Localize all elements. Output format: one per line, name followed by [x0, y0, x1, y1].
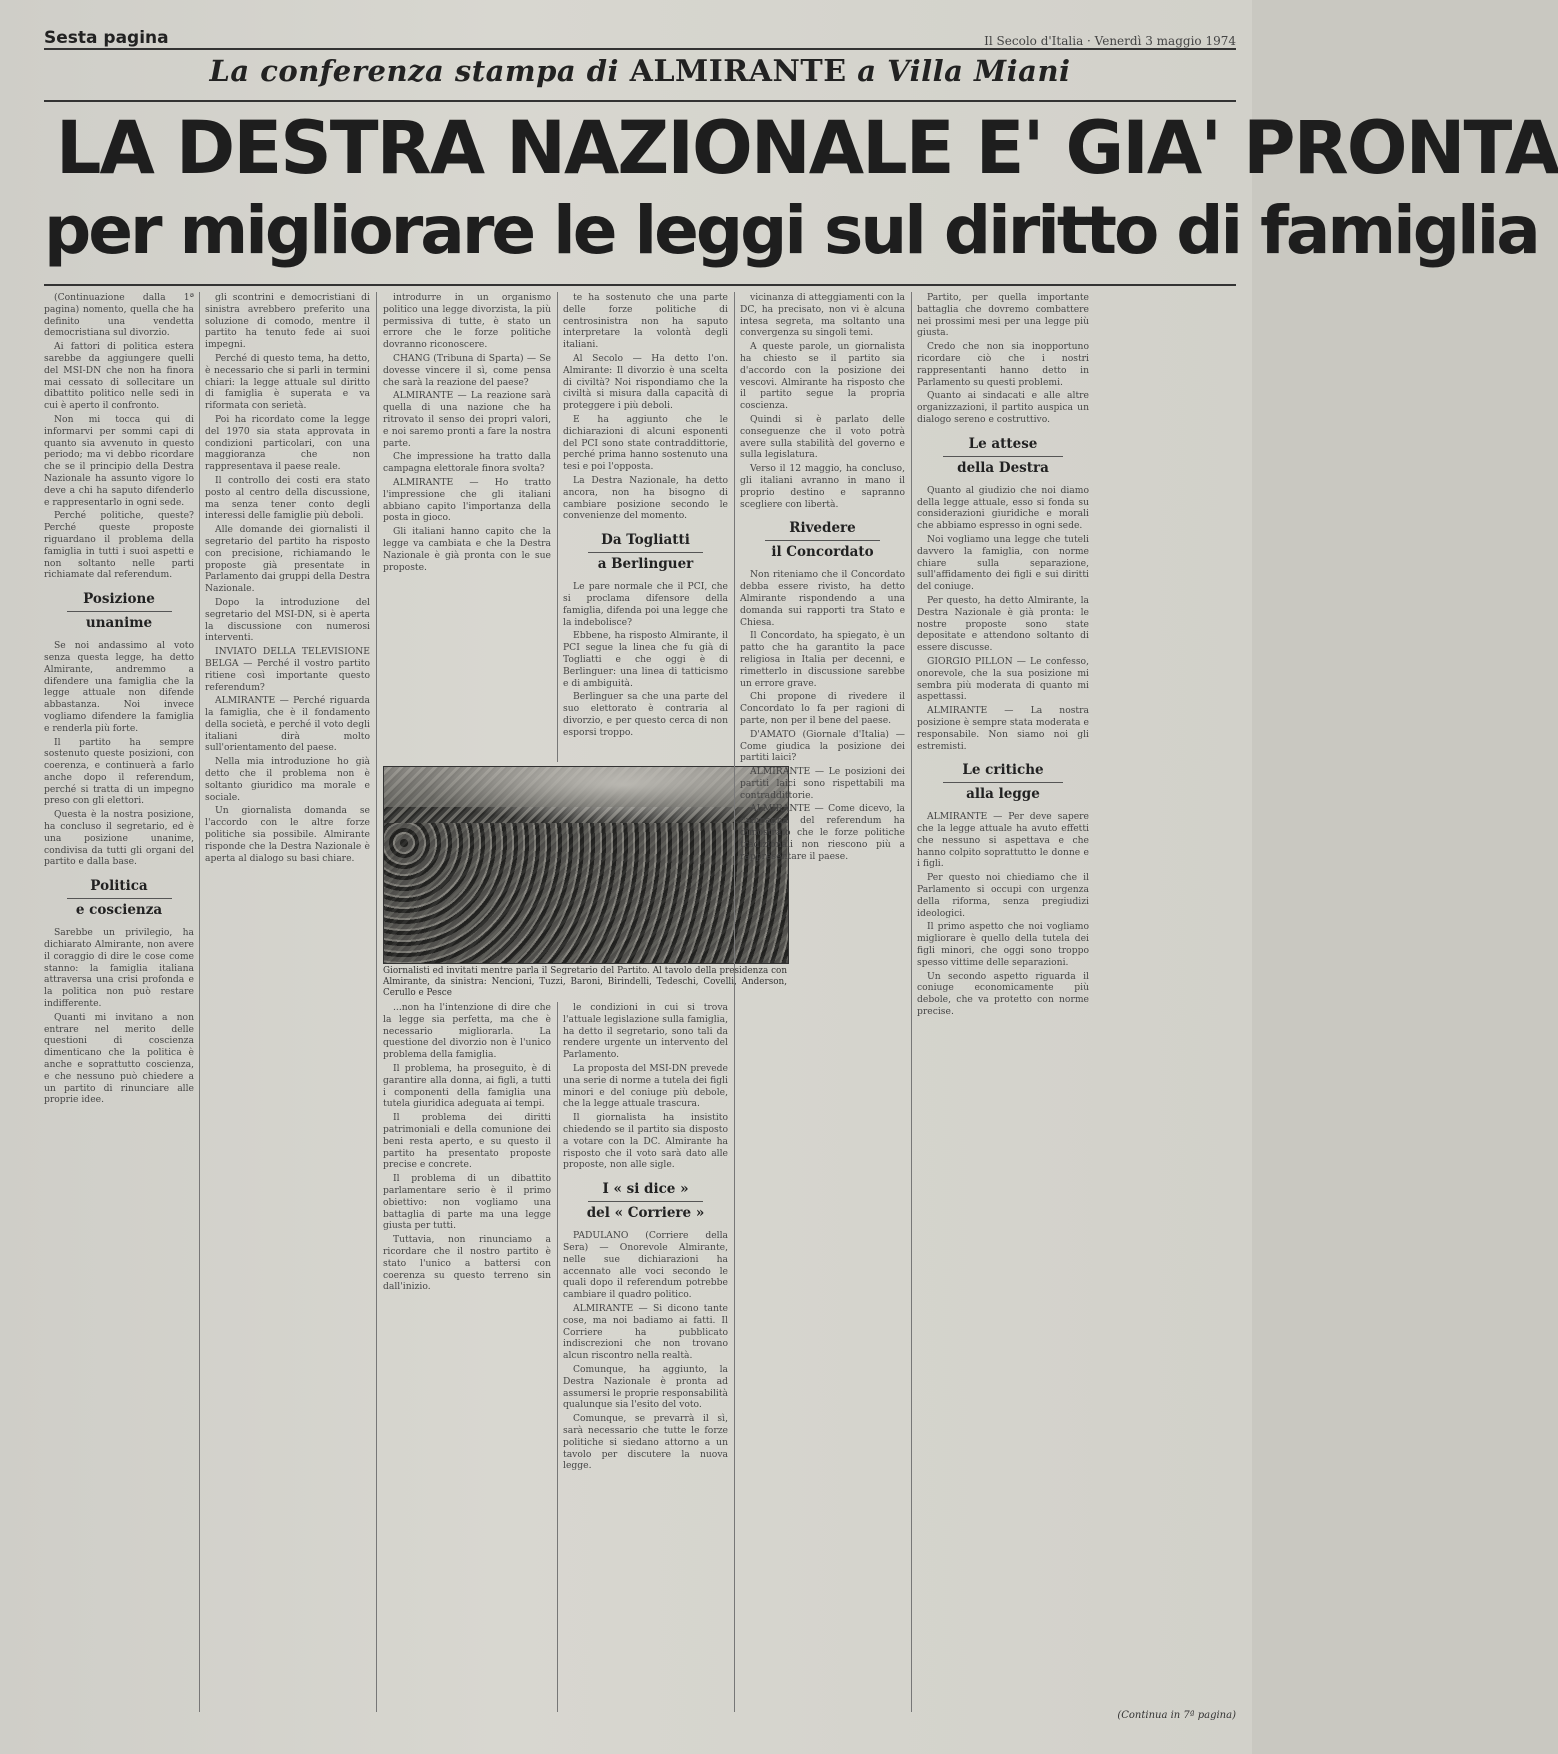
- article-column-3-top: [383, 292, 551, 762]
- photo-background: [384, 767, 788, 807]
- subhead-line: I « si dice »: [602, 1181, 689, 1198]
- subhead-politica: [44, 878, 194, 919]
- paragraph: Comunque, se prevarrà il sì, sarà necessario che tutte le forze politiche si siedano attorno a un tavolo per discutere la nuova legge.: [563, 1413, 728, 1472]
- subhead-corriere: [563, 1181, 728, 1222]
- paragraph: CHANG (Tribuna di Sparta) — Se dovesse vincere il sì, come pensa che sarà la reazione del paese?: [383, 352, 551, 388]
- paragraph: Quanti mi invitano a non entrare nel merito delle questioni di coscienza dimenticano che la politica è anche e soprattutto coscienza, e che nessuno può chiedere a un partito di rinunciare alle proprie idee.: [44, 1011, 194, 1106]
- paragraph: Verso il 12 maggio, ha concluso, gli italiani avranno in mano il proprio destino e sapranno scegliere con libertà.: [740, 463, 905, 510]
- paragraph: gli scontrini e democristiani di sinistra avrebbero preferito una soluzione di comodo, mentre il partito ha tenuto fede ai suoi impegni.: [205, 292, 370, 351]
- paragraph: INVIATO DELLA TELEVISIONE BELGA — Perché il vostro partito ritiene così importante questo referendum?: [205, 646, 370, 693]
- paragraph: Poi ha ricordato come la legge del 1970 sia stata approvata in condizioni particolari, con una maggioranza che non rappresentava il paese reale.: [205, 413, 370, 473]
- paragraph: te ha sostenuto che una parte delle forze politiche di centrosinistra non ha saputo interpretare la volontà degli italiani.: [563, 292, 728, 351]
- paragraph: Gli italiani hanno capito che la legge va cambiata e che la Destra Nazionale è già pronta con le sue proposte.: [383, 526, 551, 573]
- subhead-line: a Berlinguer: [597, 556, 694, 573]
- paragraph: ALMIRANTE — Perché riguarda la famiglia, che è il fondamento della società, e perché il voto degli italiani dirà molto sull'orientamento del paese.: [205, 695, 370, 754]
- paragraph: A queste parole, un giornalista ha chiesto se il partito sia d'accordo con la posizione dei vescovi. Almirante ha risposto che il partito segue la propria coscienza.: [740, 341, 905, 412]
- subhead-line: del « Corriere »: [586, 1205, 705, 1222]
- paragraph: Se noi andassimo al voto senza questa legge, ha detto Almirante, andremmo a difendere una famiglia che la legge attuale non difende abbastanza. Noi invece vogliamo difendere la famiglia e renderla più forte.: [44, 640, 194, 734]
- paragraph: Un secondo aspetto riguarda il coniuge economicamente più debole, che va protetto con norme precise.: [917, 970, 1089, 1018]
- paragraph: Dopo la introduzione del segretario del MSI-DN, si è aperta la discussione con numerosi interventi.: [205, 596, 370, 644]
- paragraph: Ebbene, ha risposto Almirante, il PCI segue la linea che fu già di Togliatti e che oggi è di Berlinguer: una linea di tatticismo e di ambiguità.: [563, 630, 728, 689]
- paragraph: GIORGIO PILLON — Le confesso, onorevole, che la sua posizione mi sembra più moderata di quanto mi aspettassi.: [917, 655, 1089, 703]
- subhead-line: Posizione: [83, 591, 155, 608]
- subhead-line: Le attese: [968, 435, 1038, 452]
- article-column-4-bottom: [563, 1002, 728, 1712]
- paragraph: Il problema, ha proseguito, è di garantire alla donna, ai figli, a tutti i componenti della famiglia una tutela giuridica adeguata ai tempi.: [383, 1062, 551, 1110]
- subhead-line: Da Togliatti: [601, 532, 690, 549]
- column-rule: [557, 1002, 558, 1712]
- paragraph: Tuttavia, non rinunciamo a ricordare che il nostro partito è stato l'unico a battersi con coerenza su questo terreno sin dall'inizio.: [383, 1234, 551, 1293]
- paragraph: Chi propone di rivedere il Concordato lo fa per ragioni di parte, non per il bene del paese.: [740, 691, 905, 726]
- article-column-2: [205, 292, 370, 1712]
- subhead-line: della Destra: [957, 459, 1049, 476]
- paragraph: introdurre in un organismo politico una legge divorzista, la più permissiva di tutte, è stato un errore che le forze politiche dovranno riconoscere.: [383, 292, 551, 351]
- paragraph: ALMIRANTE — Per deve sapere che la legge attuale ha avuto effetti che nessuno si aspettava e che hanno colpito soprattutto le donne e i figli.: [917, 811, 1089, 870]
- paragraph: Sarebbe un privilegio, ha dichiarato Almirante, non avere il coraggio di dire le cose come stanno: la famiglia italiana attraversa una crisi profonda e la politica non può restare indifferente.: [44, 927, 194, 1010]
- paragraph: ALMIRANTE — La nostra posizione è sempre stata moderata e responsabile. Non siamo noi gli estremisti.: [917, 705, 1089, 752]
- paragraph: Credo che non sia inopportuno ricordare ciò che i nostri rappresentanti hanno detto in Parlamento su questi problemi.: [917, 341, 1089, 388]
- subhead-attese: [917, 436, 1089, 477]
- paragraph: Il Concordato, ha spiegato, è un patto che ha garantito la pace religiosa in Italia per decenni, e rimetterlo in discussione sarebbe un errore grave.: [740, 630, 905, 689]
- paragraph: D'AMATO (Giornale d'Italia) — Come giudica la posizione dei partiti laici?: [740, 728, 905, 764]
- paragraph: ALMIRANTE — Le posizioni dei partiti laici sono rispettabili ma contraddittorie.: [740, 766, 905, 801]
- article-column-6: [917, 292, 1089, 1712]
- paragraph: Non riteniamo che il Concordato debba essere rivisto, ha detto Almirante rispondendo a una domanda sui rapporti tra Stato e Chiesa.: [740, 569, 905, 628]
- kicker-suffix: a Villa Miani: [857, 54, 1071, 88]
- paragraph: Non mi tocca qui di informarvi per sommi capi di quanto sia avvenuto in questo periodo; ma vi debbo ricordare che se il principio della Destra Nazionale ha assunto vigore lo deve a chi ha saputo difenderlo e rappresentarlo in ogni sede.: [44, 413, 194, 508]
- subhead-line: Le critiche: [962, 762, 1044, 779]
- paragraph: PADULANO (Corriere della Sera) — Onorevole Almirante, nelle sue dichiarazioni ha accennato alle voci secondo le quali dopo il referendum potrebbe cambiare il quadro politico.: [563, 1230, 728, 1301]
- paragraph: Il giornalista ha insistito chiedendo se il partito sia disposto a votare con la DC. Almirante ha risposto che il voto sarà dato alle proposte, non alle sigle.: [563, 1112, 728, 1171]
- paragraph: E ha aggiunto che le dichiarazioni di alcuni esponenti del PCI sono state contraddittorie, perché prima hanno sostenuto una tesi e poi l'opposta.: [563, 413, 728, 473]
- kicker: [44, 54, 1236, 89]
- paragraph: Il controllo dei costi era stato posto al centro della discussione, ma senza tener conto degli interessi delle famiglie più deboli.: [205, 474, 370, 522]
- article-column-3-bottom: [383, 1002, 551, 1712]
- paragraph: Nella mia introduzione ho già detto che il problema non è soltanto giuridico ma morale e sociale.: [205, 756, 370, 803]
- newspaper-date-info: Il Secolo d'Italia · Venerdì 3 maggio 1974: [984, 34, 1236, 48]
- subhead-line: Rivedere: [789, 520, 856, 537]
- headline-line-1: LA DESTRA NAZIONALE E' GIA' PRONTA: [55, 106, 1558, 191]
- section-label: Sesta pagina: [44, 28, 169, 48]
- headline-line-2: per migliorare le leggi sul diritto di famiglia: [44, 192, 1538, 269]
- article-column-4-top: [563, 292, 728, 762]
- paragraph: Il problema dei diritti patrimoniali e della comunione dei beni resta aperto, e su questo il partito ha presentato proposte precise e concrete.: [383, 1112, 551, 1171]
- paragraph: (Continuazione dalla 1ª pagina) nomento, quella che ha definito una vendetta democristiana sul divorzio.: [44, 292, 194, 339]
- subhead-line: Politica: [90, 878, 148, 895]
- paragraph: vicinanza di atteggiamenti con la DC, ha precisato, non vi è alcuna intesa segreta, ma soltanto una convergenza su singoli temi.: [740, 292, 905, 339]
- divider: [44, 284, 1236, 286]
- paragraph: ...non ha l'intenzione di dire che la legge sia perfetta, ma che è necessario migliorarla. La questione del divorzio non è l'unico problema della famiglia.: [383, 1002, 551, 1061]
- paragraph: ALMIRANTE — Ho tratto l'impressione che gli italiani abbiano capito l'importanza della posta in gioco.: [383, 476, 551, 524]
- kicker-name: ALMIRANTE: [629, 54, 847, 89]
- subhead-line: il Concordato: [771, 544, 874, 561]
- paragraph: Partito, per quella importante battaglia che dovremo combattere nei prossimi mesi per una legge più giusta.: [917, 292, 1089, 339]
- paragraph: Quindi si è parlato delle conseguenze che il voto potrà avere sulla stabilità del governo e sulla legislatura.: [740, 413, 905, 461]
- paragraph: Comunque, ha aggiunto, la Destra Nazionale è pronta ad assumersi le proprie responsabilità qualunque sia l'esito del voto.: [563, 1363, 728, 1411]
- paragraph: Il problema di un dibattito parlamentare serio è il primo obiettivo: non vogliamo una battaglia di parte ma una legge giusta per tutti.: [383, 1173, 551, 1232]
- paragraph: le condizioni in cui si trova l'attuale legislazione sulla famiglia, ha detto il segretario, sono tali da rendere urgente un intervento del Parlamento.: [563, 1002, 728, 1061]
- column-rule: [376, 292, 377, 1712]
- column-rule: [911, 292, 912, 1712]
- paragraph: Le pare normale che il PCI, che si proclama difensore della famiglia, difenda poi una legge che la indebolisce?: [563, 581, 728, 628]
- subhead-togliatti: [563, 532, 728, 573]
- article-column-1: [44, 292, 194, 1712]
- divider: [44, 100, 1236, 102]
- paragraph: ALMIRANTE — Si dicono tante cose, ma noi badiamo ai fatti. Il Corriere ha pubblicato indiscrezioni che non trovano alcun riscontro nella realtà.: [563, 1302, 728, 1362]
- paragraph: Per questo noi chiediamo che il Parlamento si occupi con urgenza della riforma, senza pregiudizi ideologici.: [917, 872, 1089, 919]
- paragraph: Il partito ha sempre sostenuto queste posizioni, con coerenza, e continuerà a farlo anche dopo il referendum, perché si tratta di un impegno preso con gli elettori.: [44, 736, 194, 807]
- subhead-line: alla legge: [966, 786, 1040, 803]
- paragraph: Questa è la nostra posizione, ha concluso il segretario, ed è una posizione unanime, condivisa da tutti gli organi del partito e dalla base.: [44, 809, 194, 868]
- paragraph: Quanto al giudizio che noi diamo della legge attuale, esso si fonda su considerazioni giuridiche e morali che abbiamo espresso in ogni sede.: [917, 484, 1089, 532]
- paragraph: Perché di questo tema, ha detto, è necessario che si parli in termini chiari: la legge attuale sul diritto di famiglia è superata e va riformata con serietà.: [205, 352, 370, 412]
- column-rule: [557, 292, 558, 762]
- photo-audience: [384, 823, 788, 963]
- paragraph: ALMIRANTE — La reazione sarà quella di una nazione che ha ritrovato il senso dei propri valori, e noi saremo pronti a fare la nostra parte.: [383, 390, 551, 449]
- paragraph: La Destra Nazionale, ha detto ancora, non ha bisogno di cambiare posizione secondo le convenienze del momento.: [563, 474, 728, 522]
- subhead-concordato: [740, 520, 905, 561]
- kicker-prefix: La conferenza stampa di: [209, 54, 620, 88]
- paragraph: Ai fattori di politica estera sarebbe da aggiungere quelli del MSI-DN che non ha finora mai cessato di sollecitare un dibattito politico nelle sedi in cui è aperto il confronto.: [44, 341, 194, 412]
- paragraph: Noi vogliamo una legge che tuteli davvero la famiglia, con norme chiare sulla separazione, sull'affidamento dei figli e sui diritti del coniuge.: [917, 533, 1089, 593]
- paragraph: Il primo aspetto che noi vogliamo migliorare è quello della tutela dei figli minori, che oggi sono troppo spesso vittime delle separazioni.: [917, 921, 1089, 968]
- photo-caption: Giornalisti ed invitati mentre parla il Segretario del Partito. Al tavolo della presidenza con Almirante, da sinistra: Nencioni, Tuzzi, Baroni, Birindelli, Tedeschi, Covelli, Anderson, Cerullo e Pesce: [383, 966, 787, 998]
- subhead-line: e coscienza: [75, 902, 163, 919]
- page-header: [44, 26, 1236, 50]
- paragraph: Al Secolo — Ha detto l'on. Almirante: Il divorzio è una scelta di civiltà? Noi rispondiamo che la civiltà si misura dalla capacità di proteggere i più deboli.: [563, 352, 728, 412]
- paragraph: Per questo, ha detto Almirante, la Destra Nazionale è già pronta: le nostre proposte sono state depositate e attendono soltanto di essere discusse.: [917, 594, 1089, 654]
- paragraph: La proposta del MSI-DN prevede una serie di norme a tutela dei figli minori e del coniuge più debole, che la legge attuale trascura.: [563, 1062, 728, 1110]
- conference-photo: [383, 766, 789, 964]
- subhead-line: unanime: [85, 615, 153, 632]
- paragraph: Che impressione ha tratto dalla campagna elettorale finora svolta?: [383, 451, 551, 475]
- article-column-5: [740, 292, 905, 1712]
- subhead-posizione: [44, 591, 194, 632]
- paragraph: Berlinguer sa che una parte del suo elettorato è contraria al divorzio, e per questo cerca di non esporsi troppo.: [563, 691, 728, 738]
- paragraph: Un giornalista domanda se l'accordo con le altre forze politiche sia possibile. Almirante risponde che la Destra Nazionale è aperta al dialogo su basi chiare.: [205, 805, 370, 864]
- paragraph: Perché politiche, queste? Perché queste proposte riguardano il problema della famiglia in tutti i suoi aspetti e non soltanto nelle parti richiamate dal referendum.: [44, 510, 194, 581]
- paragraph: Quanto ai sindacati e alle altre organizzazioni, il partito auspica un dialogo sereno e costruttivo.: [917, 390, 1089, 425]
- continue-note: (Continua in 7ª pagina): [1117, 1710, 1236, 1721]
- column-rule: [199, 292, 200, 1712]
- paragraph: Alle domande dei giornalisti il segretario del partito ha risposto con precisione, richiamando le proposte già presentate in Parlamento dai gruppi della Destra Nazionale.: [205, 524, 370, 595]
- paragraph: ALMIRANTE — Come dicevo, la campagna del referendum ha dimostrato che le forze politiche tradizionali non riescono più a rappresentare il paese.: [740, 803, 905, 862]
- column-rule: [734, 292, 735, 1712]
- subhead-critiche: [917, 762, 1089, 803]
